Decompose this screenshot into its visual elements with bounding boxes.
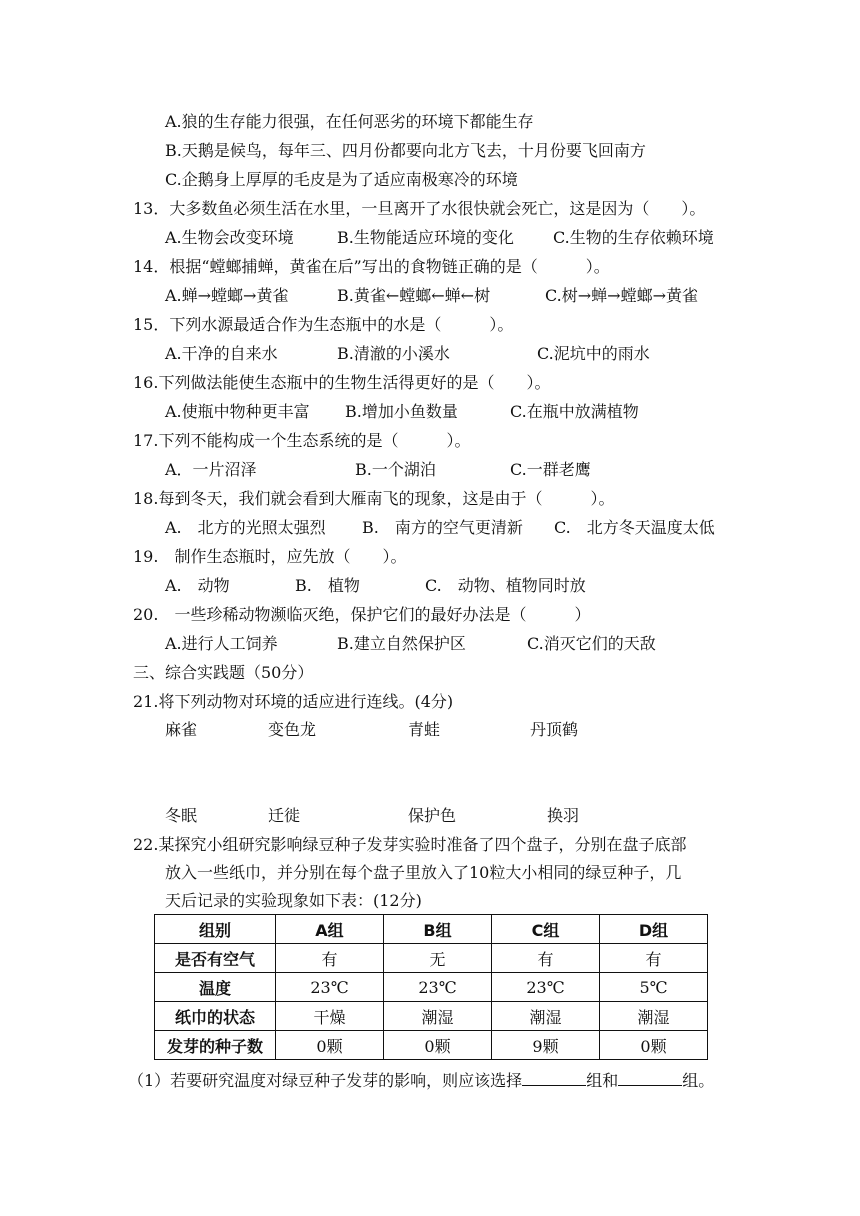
q22-sub1-mid: 组和 bbox=[586, 1071, 619, 1090]
q17-option-c: C.一群老鹰 bbox=[510, 460, 591, 479]
q21-animal: 丹顶鹤 bbox=[530, 720, 579, 739]
q12-option-a: A.狼的生存能力很强，在任何恶劣的环境下都能生存 bbox=[165, 112, 534, 131]
table-header-row bbox=[155, 915, 708, 944]
table-cell: 0颗 bbox=[276, 1031, 384, 1060]
q15-stem: 15．下列水源最适合作为生态瓶中的水是（ ）。 bbox=[133, 315, 514, 334]
table-header-cell: C组 bbox=[492, 915, 600, 944]
q13-stem: 13．大多数鱼必须生活在水里，一旦离开了水很快就会死亡，这是因为（ ）。 bbox=[133, 199, 706, 218]
q16-option-c: C.在瓶中放满植物 bbox=[510, 402, 639, 421]
q22-sub1 bbox=[128, 1070, 714, 1092]
q14-option-c: C.树→蝉→螳螂→黄雀 bbox=[545, 286, 698, 305]
table-header-cell: D组 bbox=[600, 915, 708, 944]
q21-adaptation: 保护色 bbox=[408, 806, 457, 825]
q22-stem-line2: 放入一些纸巾，并分别在每个盘子里放入了10粒大小相同的绿豆种子，几 bbox=[165, 863, 682, 882]
q12-option-c: C.企鹅身上厚厚的毛皮是为了适应南极寒冷的环境 bbox=[165, 170, 518, 189]
q21-animal: 青蛙 bbox=[408, 720, 441, 739]
table-header-cell: B组 bbox=[384, 915, 492, 944]
q22-sub1-prefix: （1）若要研究温度对绿豆种子发芽的影响，则应该选择 bbox=[128, 1071, 523, 1090]
q21-animal: 变色龙 bbox=[268, 720, 317, 739]
q21-stem: 21.将下列动物对环境的适应进行连线。(4分) bbox=[133, 692, 454, 711]
q21-animal: 麻雀 bbox=[165, 720, 198, 739]
table-cell: 潮湿 bbox=[384, 1002, 492, 1031]
table-cell: 潮湿 bbox=[492, 1002, 600, 1031]
table-cell: 9颗 bbox=[492, 1031, 600, 1060]
table-cell: 23℃ bbox=[492, 973, 600, 1002]
q14-stem: 14．根据“螳螂捕蝉，黄雀在后”写出的食物链正确的是（ ）。 bbox=[133, 257, 610, 276]
table-cell: 5℃ bbox=[600, 973, 708, 1002]
q16-stem: 16.下列做法能使生态瓶中的生物生活得更好的是（ ）。 bbox=[133, 373, 551, 392]
q19-option-a: A. 动物 bbox=[165, 576, 230, 595]
q15-option-b: B.清澈的小溪水 bbox=[337, 344, 450, 363]
q13-option-c: C.生物的生存依赖环境 bbox=[553, 228, 714, 247]
q20-option-a: A.进行人工饲养 bbox=[165, 634, 278, 653]
table-row bbox=[155, 973, 708, 1002]
table-cell: 潮湿 bbox=[600, 1002, 708, 1031]
row-label: 是否有空气 bbox=[155, 944, 276, 973]
q22-stem-line3: 天后记录的实验现象如下表：(12分) bbox=[165, 891, 422, 910]
table-cell: 0颗 bbox=[600, 1031, 708, 1060]
q21-adaptation: 迁徙 bbox=[268, 806, 301, 825]
q20-stem: 20. 一些珍稀动物濒临灭绝，保护它们的最好办法是（ ） bbox=[133, 605, 591, 624]
table-row bbox=[155, 1002, 708, 1031]
q19-option-c: C. 动物、植物同时放 bbox=[425, 576, 586, 595]
experiment-table bbox=[154, 914, 708, 1060]
q15-option-a: A.干净的自来水 bbox=[165, 344, 278, 363]
q16-option-b: B.增加小鱼数量 bbox=[345, 402, 458, 421]
table-header-cell: 组别 bbox=[155, 915, 276, 944]
q19-stem: 19. 制作生态瓶时，应先放（ ）。 bbox=[133, 547, 407, 566]
table-cell: 23℃ bbox=[384, 973, 492, 1002]
q18-option-b: B. 南方的空气更清新 bbox=[362, 518, 523, 537]
row-label: 温度 bbox=[155, 973, 276, 1002]
table-cell: 有 bbox=[276, 944, 384, 973]
q17-stem: 17.下列不能构成一个生态系统的是（ ）。 bbox=[133, 431, 471, 450]
q21-adaptation: 换羽 bbox=[547, 806, 580, 825]
q13-option-a: A.生物会改变环境 bbox=[165, 228, 294, 247]
q12-option-b: B.天鹅是候鸟，每年三、四月份都要向北方飞去，十月份要飞回南方 bbox=[165, 141, 646, 160]
row-label: 纸巾的状态 bbox=[155, 1002, 276, 1031]
table-cell: 干燥 bbox=[276, 1002, 384, 1031]
answer-blank-1[interactable] bbox=[522, 1071, 586, 1086]
q20-option-b: B.建立自然保护区 bbox=[337, 634, 466, 653]
table-cell: 有 bbox=[492, 944, 600, 973]
table-cell: 0颗 bbox=[384, 1031, 492, 1060]
table-header-cell: A组 bbox=[276, 915, 384, 944]
section-heading: 三、综合实践题（50分） bbox=[133, 663, 314, 682]
q18-stem: 18.每到冬天，我们就会看到大雁南飞的现象，这是由于（ ）。 bbox=[133, 489, 615, 508]
table-row bbox=[155, 1031, 708, 1060]
q20-option-c: C.消灭它们的天敌 bbox=[527, 634, 656, 653]
q21-adaptation: 冬眠 bbox=[165, 806, 198, 825]
q22-sub1-suffix: 组。 bbox=[682, 1071, 715, 1090]
table-cell: 无 bbox=[384, 944, 492, 973]
q14-option-b: B.黄雀←螳螂←蝉←树 bbox=[337, 286, 491, 305]
q22-stem-line1: 22.某探究小组研究影响绿豆种子发芽实验时准备了四个盘子，分别在盘子底部 bbox=[133, 835, 687, 854]
table-cell: 23℃ bbox=[276, 973, 384, 1002]
q18-option-a: A. 北方的光照太强烈 bbox=[165, 518, 326, 537]
row-label: 发芽的种子数 bbox=[155, 1031, 276, 1060]
q14-option-a: A.蝉→螳螂→黄雀 bbox=[165, 286, 289, 305]
q15-option-c: C.泥坑中的雨水 bbox=[537, 344, 650, 363]
q19-option-b: B. 植物 bbox=[295, 576, 360, 595]
table-cell: 有 bbox=[600, 944, 708, 973]
q18-option-c: C. 北方冬天温度太低 bbox=[554, 518, 715, 537]
q13-option-b: B.生物能适应环境的变化 bbox=[337, 228, 514, 247]
q17-option-b: B.一个湖泊 bbox=[355, 460, 436, 479]
answer-blank-2[interactable] bbox=[618, 1071, 682, 1086]
table-row bbox=[155, 944, 708, 973]
q16-option-a: A.使瓶中物种更丰富 bbox=[165, 402, 310, 421]
q17-option-a: A．一片沼泽 bbox=[165, 460, 257, 479]
